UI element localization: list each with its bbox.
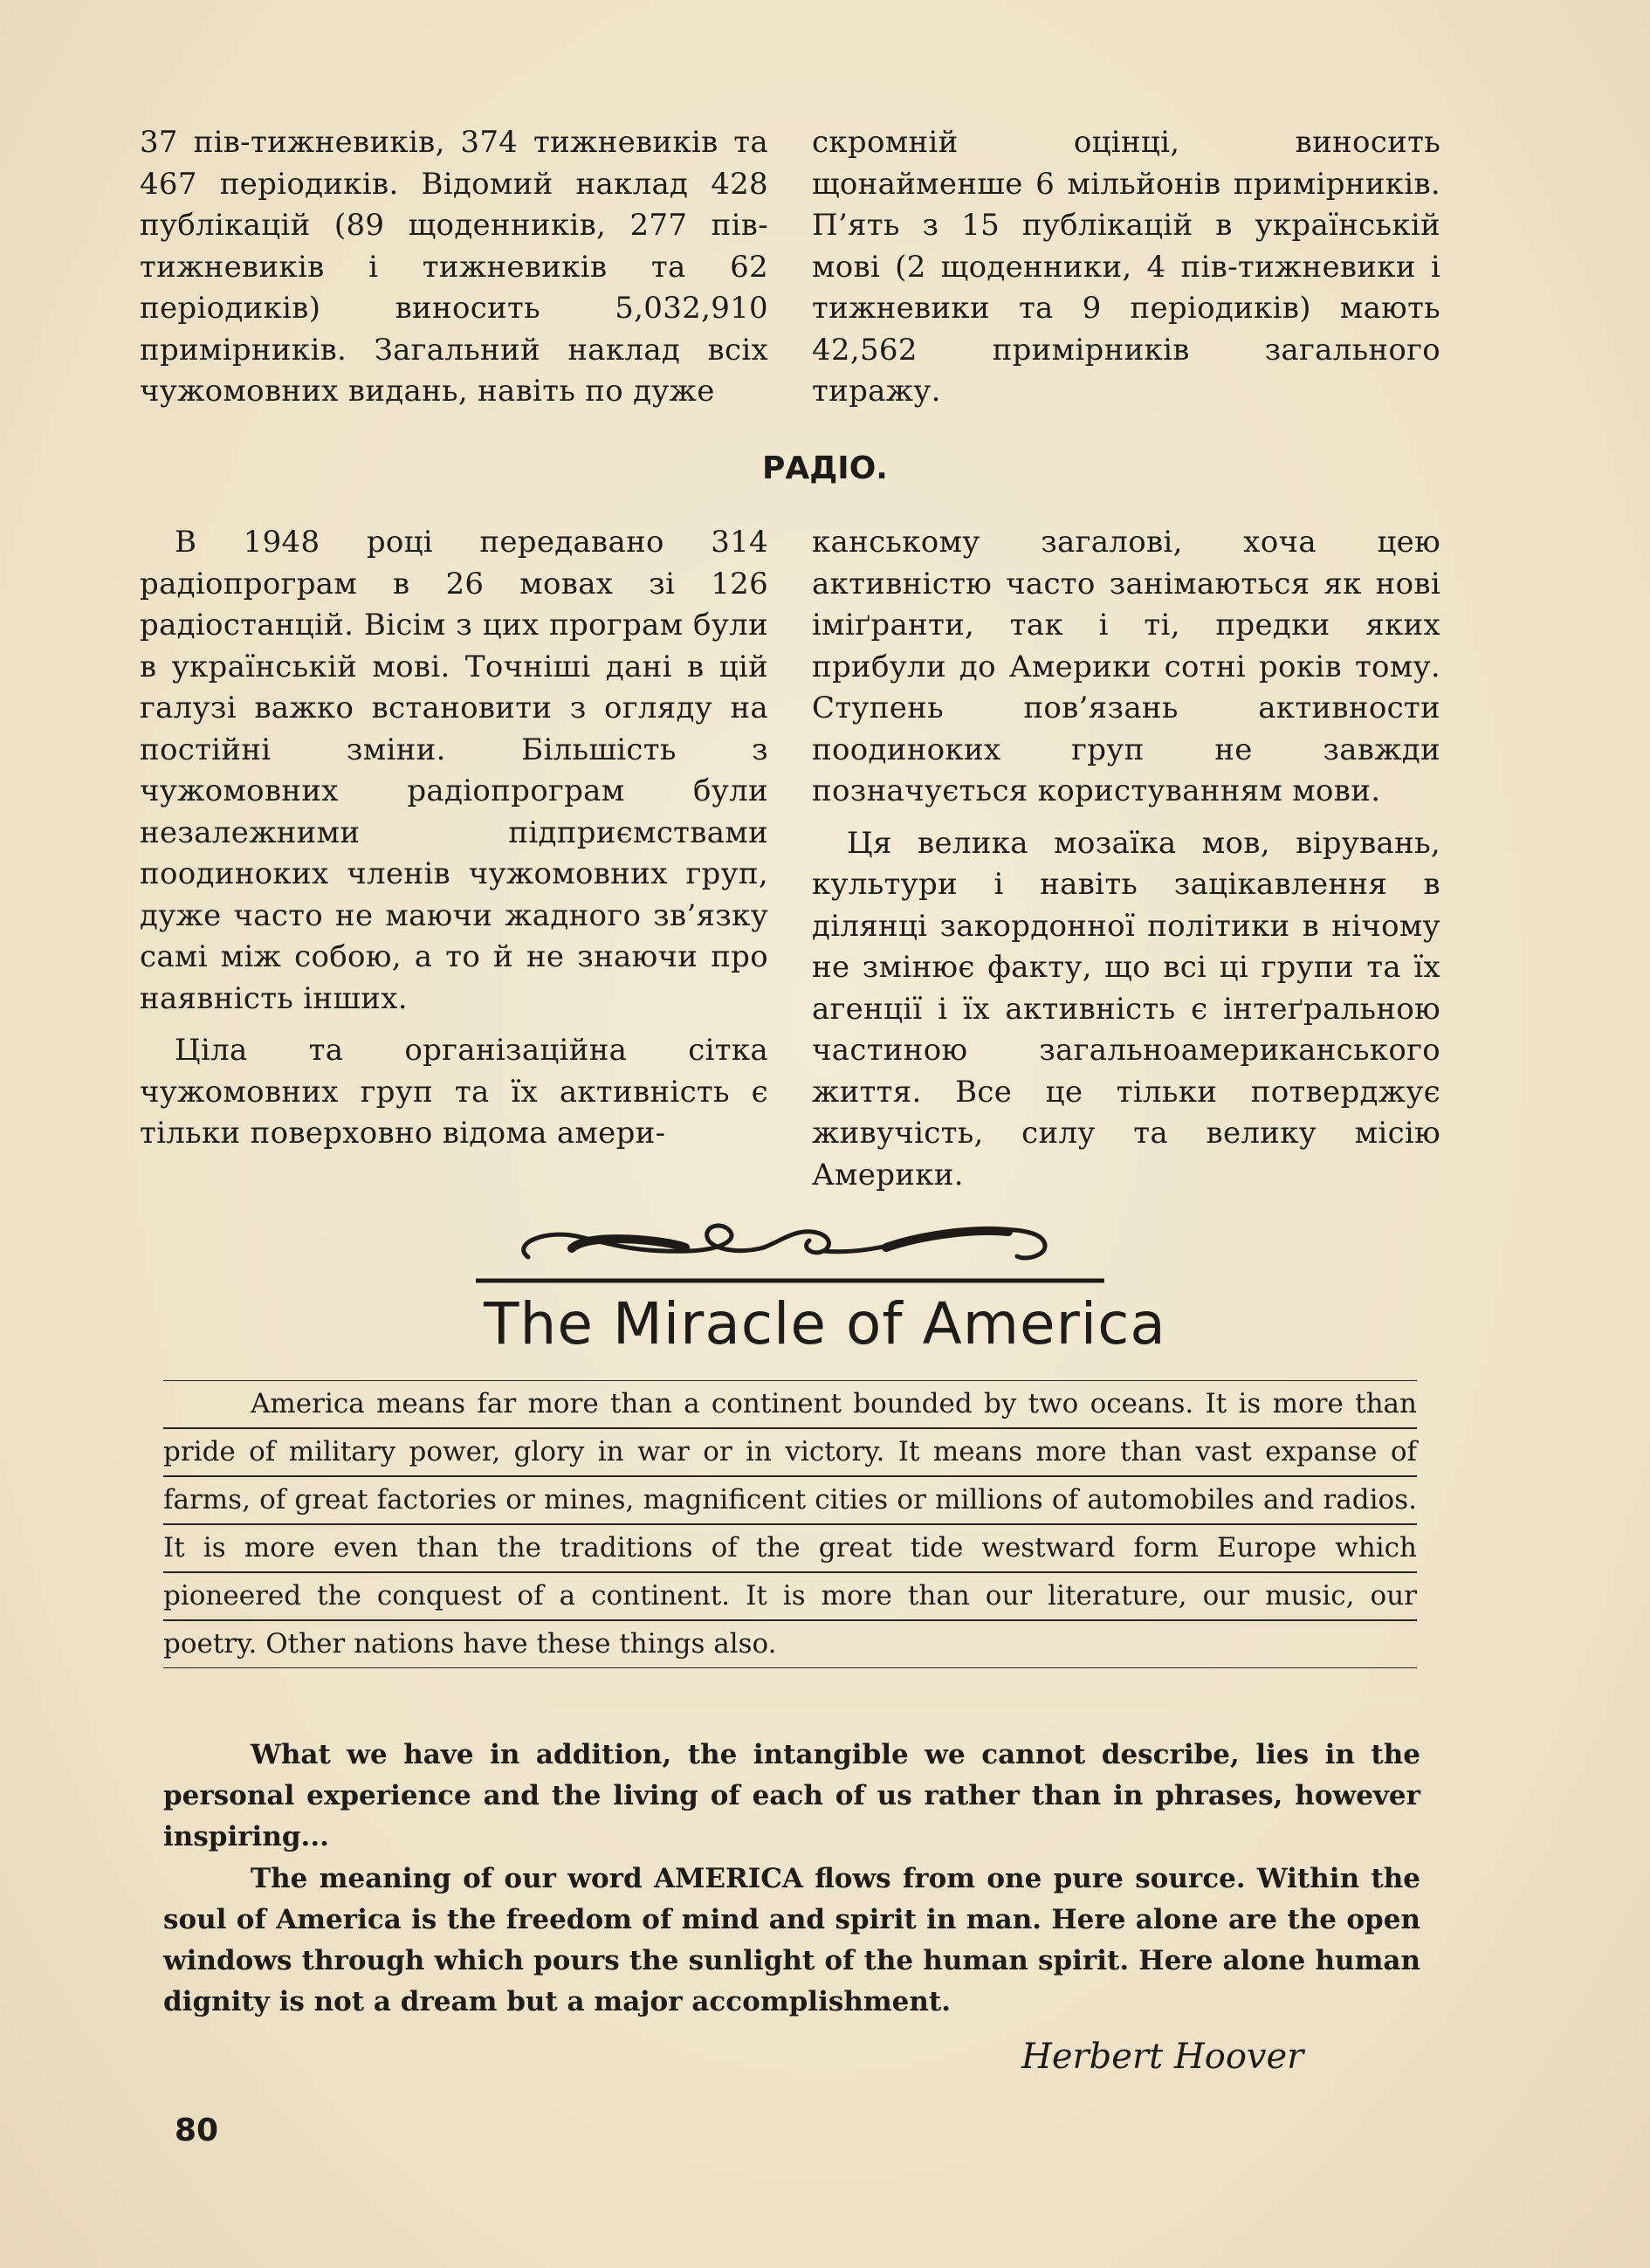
page-number: 80 — [175, 2113, 219, 2148]
radio-left-column — [140, 522, 768, 1196]
radio-left-paragraph-2: Ціла та організаційна сітка чужомовних груп та їх активність є тільки поверховно відома амери- — [140, 1033, 768, 1151]
ornament-divider-icon — [476, 1209, 1104, 1296]
radio-left-paragraph-1: В 1948 році передавано 314 радіопрограм в 26 мовах зі 126 радіостанцій. Вісім з цих програм були в українській мові. Точніші дані в цій галузі важко встановити з огляду на постійні зміни. Більшість з чужомовних радіопрограм були незалежними підприємствами поодиноких членів чужомовних груп, дуже часто не маючи жадного зв’язку самі між собою, а то й не знаючи про наявність інших. — [140, 525, 768, 1016]
section-heading-radio: РАДІО. — [762, 450, 888, 486]
top-left-column — [140, 122, 768, 413]
article-title: The Miracle of America — [484, 1290, 1166, 1357]
top-right-paragraph: скромній оцінці, виносить щонайменше 6 мільйонів примірників. П’ять з 15 публікацій в українській мові (2 щоденники, 4 пів-тижневики і тижневики та 9 періодиків) мають 42,562 примірників загального тиражу. — [812, 125, 1440, 409]
radio-text-columns — [140, 522, 1440, 1196]
top-right-column — [812, 122, 1440, 413]
lined-paragraph: America means far more than a continent bounded by two oceans. It is more than pride of military power, glory in war or in victory. It means more than vast expanse of farms, of great factories or mines, magnificent cities or millions of automobiles and radios. It is more even than the traditions of the great tide westward form Europe which pioneered the conquest of a continent. It is more than our literature, our music, our poetry. Other nations have these things also. — [163, 1380, 1417, 1668]
radio-right-paragraph-2: Ця велика мозаїка мов, вірувань, культури і навіть зацікавлення в ділянці закордонної політики в нічому не змінює факту, що всі ці групи та їх агенції і їх активність є інтеґральною частиною загальноамериканського життя. Все це тільки потверджує живучість, силу та велику місію Америки. — [812, 825, 1440, 1192]
top-left-paragraph: 37 пів-тижневиків, 374 тижневиків та 467 періодиків. Відомий наклад 428 публікацій (89 щоденників, 277 пів-тижневиків і тижневиків та 62 періодиків) виносить 5,032,910 примірників. Загальний наклад всіх чужомовних видань, навіть по дуже — [140, 125, 768, 409]
bold-paragraph-1: What we have in addition, the intangible we cannot describe, lies in the personal experience and the living of each of us rather than in phrases, however inspiring... — [163, 1739, 1420, 1852]
radio-right-column — [812, 522, 1440, 1196]
author-signature: Herbert Hoover — [1021, 2037, 1304, 2077]
top-text-columns — [140, 122, 1440, 413]
bold-paragraph-2: The meaning of our word AMERICA flows from one pure source. Within the soul of America is the freedom of mind and spirit in man. Here alone are the open windows through which pours the sunlight of the human spirit. Here alone human dignity is not a dream but a major accomplishment. — [163, 1863, 1420, 2017]
rule-end-mask — [550, 1697, 1423, 1708]
radio-right-paragraph-1: канському загалові, хоча цею активністю часто занімаються як нові іміґранти, так і ті, предки яких прибули до Америки сотні років тому. Ступень пов’язань активности поодиноких груп не завжди позначується користуванням мови. — [812, 525, 1440, 808]
